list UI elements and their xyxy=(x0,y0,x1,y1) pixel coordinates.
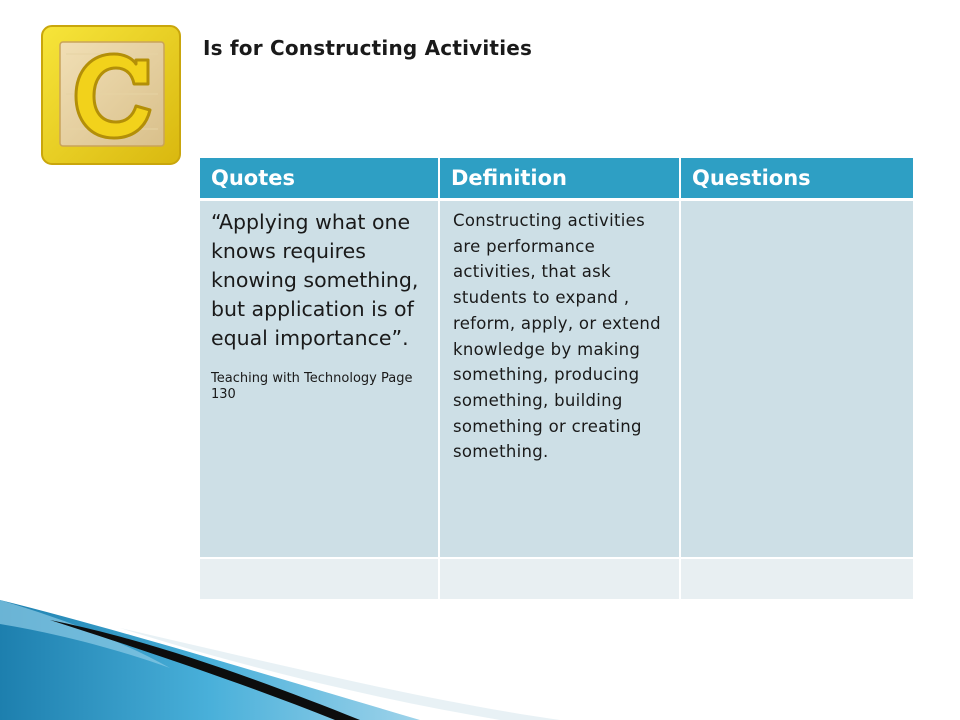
quote-text: “Applying what one knows requires knowing something, but application is of equal importance”. xyxy=(211,210,419,350)
slide-title: Is for Constructing Activities xyxy=(203,36,533,60)
table-row xyxy=(200,200,913,559)
definition-text: Constructing activities are performance activities, that ask students to expand , reform, apply, or extend knowledge by making something, producing something, building something or creating something. xyxy=(453,211,661,462)
definition-cell xyxy=(439,558,680,600)
table-row xyxy=(200,558,913,600)
quote-citation: Teaching with Technology Page 130 xyxy=(211,371,413,402)
column-header-quotes: Quotes xyxy=(200,158,439,200)
quotes-cell xyxy=(200,558,439,600)
questions-cell xyxy=(680,558,913,600)
column-header-questions: Questions xyxy=(680,158,913,200)
quotes-cell xyxy=(200,200,439,559)
definition-cell xyxy=(439,200,680,559)
activities-table xyxy=(200,158,913,601)
questions-cell xyxy=(680,200,913,559)
column-header-definition: Definition xyxy=(439,158,680,200)
decorative-swoosh xyxy=(0,600,960,720)
letter-c-block-icon xyxy=(40,24,182,166)
table-header-row xyxy=(200,158,913,200)
